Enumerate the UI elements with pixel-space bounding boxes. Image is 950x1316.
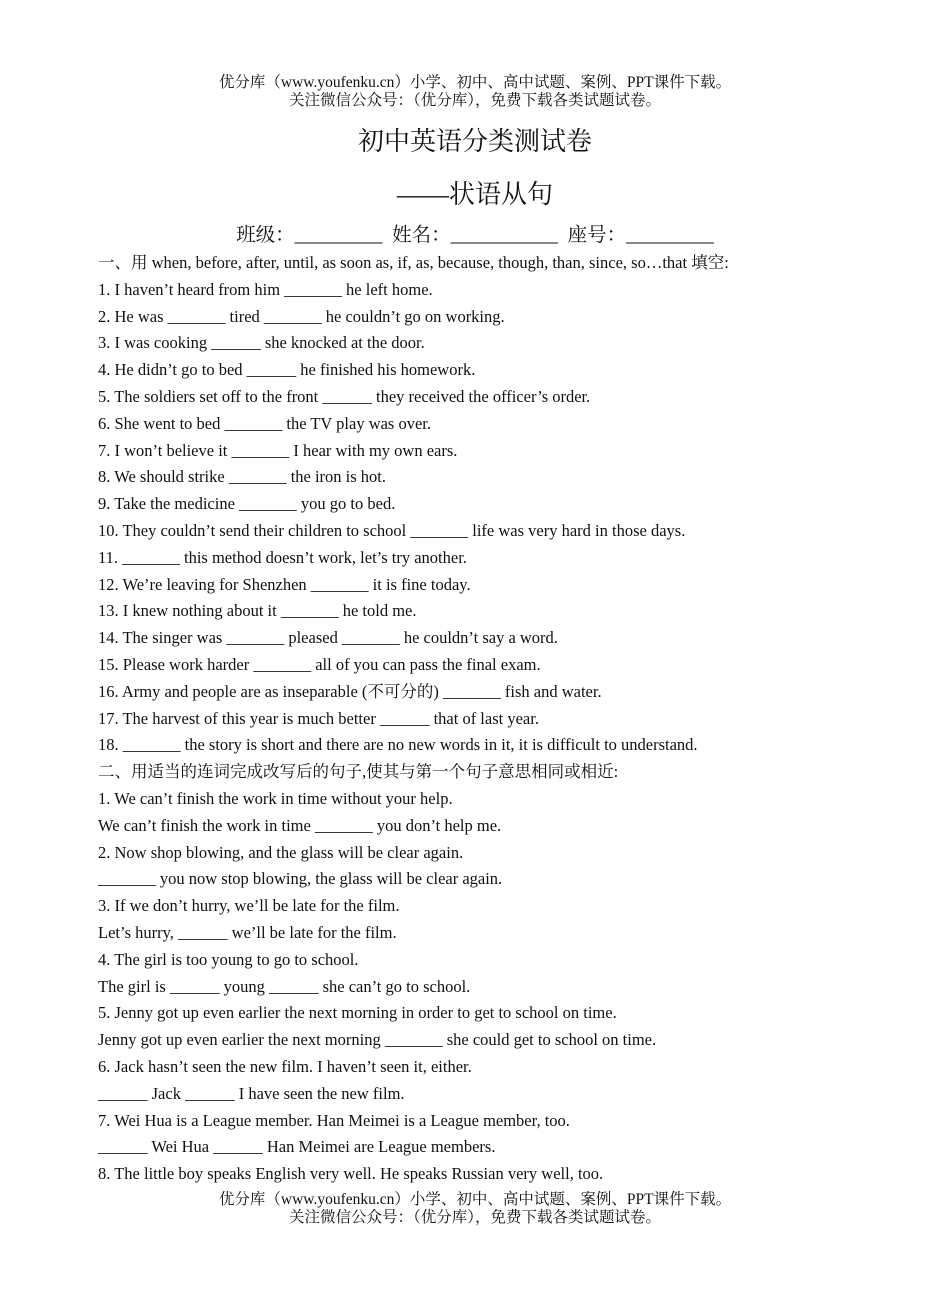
page-footer [0,1191,950,1227]
document-title: 初中英语分类测试卷 [357,127,592,156]
exercise-line: 13. I knew nothing about it _______ he told me. [98,601,417,621]
footer-line-1: 优分库（www.youfenku.cn）小学、初中、高中试题、案例、PPT课件下载。 [218,1191,732,1208]
exercise-line: 8. The little boy speaks English very well. He speaks Russian very well, too. [98,1164,604,1184]
exercise-line: 10. They couldn’t send their children to school _______ life was very hard in those days. [98,520,686,540]
footer-line-2: 关注微信公众号：（优分库），免费下载各类试题试卷。 [288,1209,661,1226]
exercise-line: 14. The singer was _______ pleased _______ he couldn’t say a word. [98,628,558,648]
exercise-line: 3. If we don’t hurry, we’ll be late for the film. [98,896,400,916]
exercise-line: 7. Wei Hua is a League member. Han Meimei is a League member, too. [98,1110,570,1130]
exercise-line: 3. I was cooking ______ she knocked at the door. [98,333,425,353]
header-line-1: 优分库（www.youfenku.cn）小学、初中、高中试题、案例、PPT课件下载。 [218,74,732,91]
exercise-line: 2. He was _______ tired _______ he couldn’t go on working. [98,306,505,326]
exercise-line: 15. Please work harder _______ all of you can pass the final exam. [98,654,541,674]
exercise-line: We can’t finish the work in time _______ you don’t help me. [98,815,502,835]
exercise-line: ______ Jack ______ I have seen the new film. [98,1083,405,1103]
document-subtitle: ——状语从句 [396,180,553,209]
exercise-line: ______ Wei Hua ______ Han Meimei are League members. [98,1137,496,1157]
exercise-line: 17. The harvest of this year is much better ______ that of last year. [98,708,539,728]
exercise-line: _______ you now stop blowing, the glass will be clear again. [98,869,503,889]
exercise-line: 12. We’re leaving for Shenzhen _______ it is fine today. [98,574,471,594]
exercise-line: 6. She went to bed _______ the TV play was over. [98,413,432,433]
exercise-line: 4. He didn’t go to bed ______ he finished his homework. [98,360,476,380]
exercise-line: 5. The soldiers set off to the front ______ they received the officer’s order. [98,386,591,406]
exercise-line: 18. _______ the story is short and there are no new words in it, it is difficult to understand. [98,735,698,755]
exercise-line: 1. We can’t finish the work in time without your help. [98,788,453,808]
exercise-line: 6. Jack hasn’t seen the new film. I haven’t seen it, either. [98,1056,472,1076]
exercise-line: The girl is ______ young ______ she can’t go to school. [98,976,471,996]
header-line-2: 关注微信公众号：（优分库），免费下载各类试题试卷。 [288,92,661,109]
exercise-line: 一、用 when, before, after, until, as soon as, if, as, because, though, than, since, so…that 填空: [98,253,729,272]
exercise-line: 9. Take the medicine _______ you go to bed. [98,494,396,514]
exercise-line: Jenny got up even earlier the next morning _______ she could get to school on time. [98,1030,657,1050]
exercise-line: 11. _______ this method doesn’t work, let’s try another. [98,547,467,567]
exercise-line: 8. We should strike _______ the iron is hot. [98,467,387,487]
exercise-line: 1. I haven’t heard from him _______ he left home. [98,279,433,299]
page-header [0,74,950,110]
exercise-line: 7. I won’t believe it _______ I hear with my own ears. [98,440,458,460]
exercise-line: Let’s hurry, ______ we’ll be late for the film. [98,922,397,942]
exercise-line: 二、用适当的连词完成改写后的句子,使其与第一个句子意思相同或相近: [98,762,619,782]
exercise-line: 4. The girl is too young to go to school. [98,949,359,969]
exercise-body [98,250,918,1188]
student-info-line: 班级：_________ 姓名：___________ 座号：_________ [236,225,714,246]
exercise-line: 2. Now shop blowing, and the glass will be clear again. [98,842,464,862]
exercise-line: 5. Jenny got up even earlier the next morning in order to get to school on time. [98,1003,617,1023]
exercise-line: 16. Army and people are as inseparable (不可分的) _______ fish and water. [98,681,602,701]
